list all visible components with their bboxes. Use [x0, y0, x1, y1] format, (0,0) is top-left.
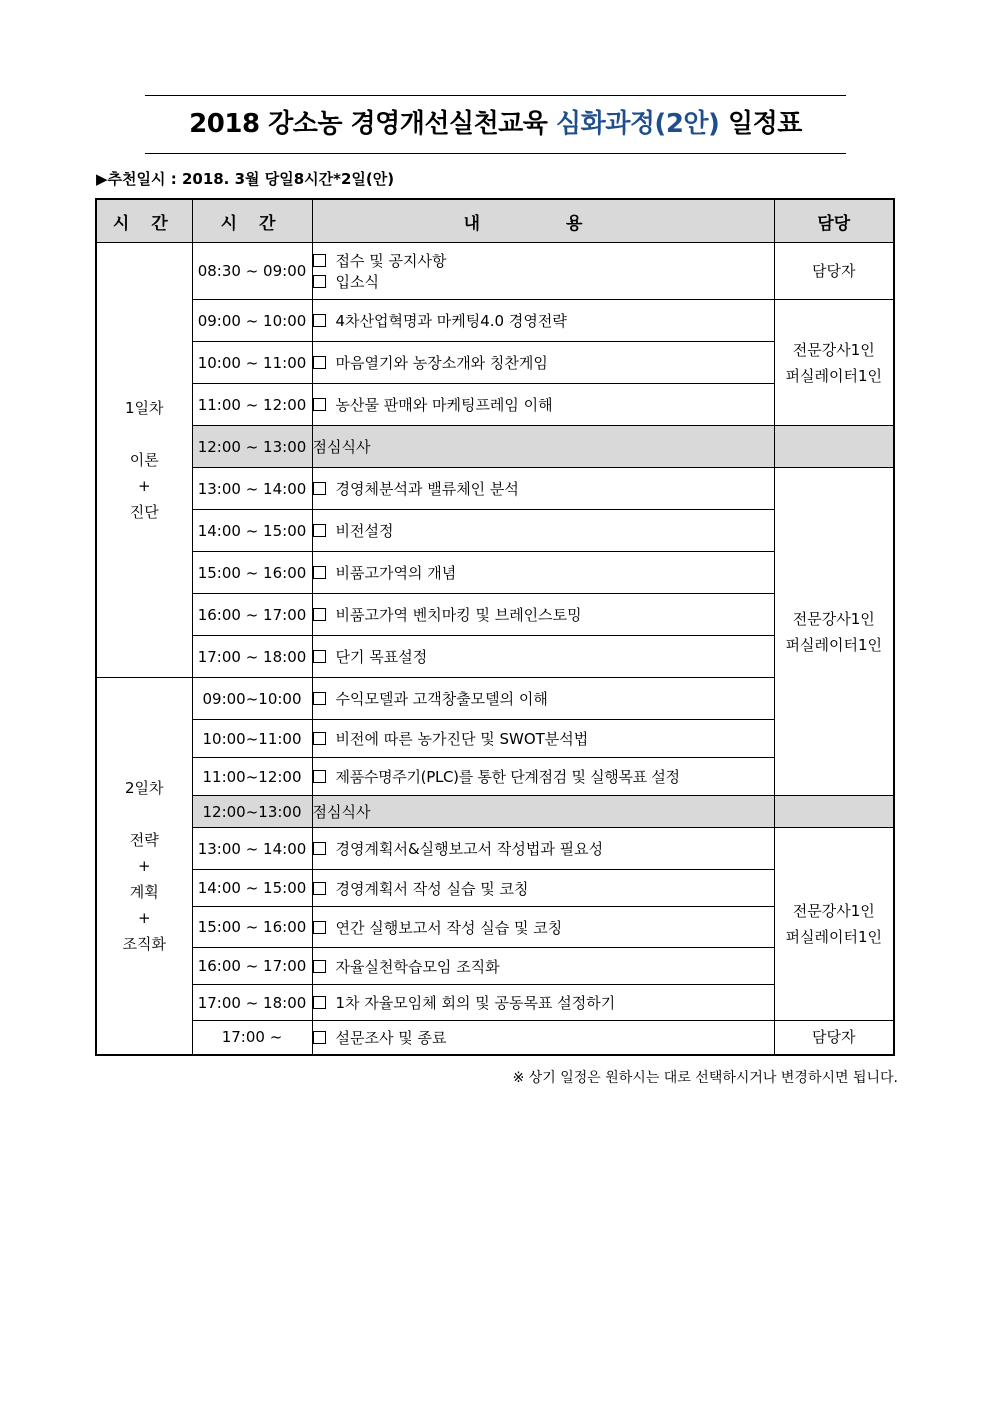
table-row [96, 300, 894, 342]
lunch-row [96, 796, 894, 828]
content-cell: 비전설정 [312, 510, 774, 552]
table-row [96, 243, 894, 300]
title-top-rule [145, 95, 846, 96]
header-row [96, 199, 894, 243]
content-cell: 자율실천학습모임 조직화 [312, 948, 774, 985]
content-cell: 비전에 따른 농가진단 및 SWOT분석법 [312, 720, 774, 758]
content-cell: 경영계획서&실행보고서 작성법과 필요성 [312, 828, 774, 870]
checkbox-icon [313, 650, 326, 663]
checkbox-icon [313, 398, 326, 411]
content-cell: 단기 목표설정 [312, 636, 774, 678]
checkbox-icon [313, 960, 326, 973]
checkbox-icon [313, 1031, 326, 1044]
title-main: 2018 강소농 경영개선실천교육 [189, 109, 556, 139]
lunch-row [96, 426, 894, 468]
content-cell: 점심식사 [312, 426, 774, 468]
checkbox-icon [313, 566, 326, 579]
content-cell: 경영체분석과 밸류체인 분석 [312, 468, 774, 510]
time-cell: 09:00~10:00 [192, 678, 312, 720]
checkbox-icon [313, 692, 326, 705]
time-cell: 13:00 ~ 14:00 [192, 828, 312, 870]
content-cell: 비품고가역의 개념 [312, 552, 774, 594]
title-bottom-rule [145, 153, 846, 154]
header-staff: 담당 [774, 199, 894, 243]
time-cell: 17:00 ~ [192, 1021, 312, 1055]
content-cell: 연간 실행보고서 작성 실습 및 코칭 [312, 907, 774, 948]
time-cell: 15:00 ~ 16:00 [192, 907, 312, 948]
time-cell: 11:00 ~ 12:00 [192, 384, 312, 426]
table-row [96, 468, 894, 510]
time-cell: 16:00 ~ 17:00 [192, 948, 312, 985]
header-content: 내 용 [312, 199, 774, 243]
time-cell: 08:30 ~ 09:00 [192, 243, 312, 300]
checkbox-icon [313, 254, 326, 267]
header-day: 시 간 [96, 199, 192, 243]
checkbox-icon [313, 314, 326, 327]
checkbox-icon [313, 275, 326, 288]
content-cell: 수익모델과 고객창출모델의 이해 [312, 678, 774, 720]
header-time: 시 간 [192, 199, 312, 243]
schedule-table [95, 198, 895, 1056]
checkbox-icon [313, 921, 326, 934]
content-cell: 점심식사 [312, 796, 774, 828]
day-1-label: 1일차 이론 + 진단 [96, 243, 192, 678]
checkbox-icon [313, 482, 326, 495]
time-cell: 12:00 ~ 13:00 [192, 426, 312, 468]
content-cell: 4차산업혁명과 마케팅4.0 경영전략 [312, 300, 774, 342]
checkbox-icon [313, 524, 326, 537]
time-cell: 13:00 ~ 14:00 [192, 468, 312, 510]
content-cell: 접수 및 공지사항 입소식 [312, 243, 774, 300]
time-cell: 10:00~11:00 [192, 720, 312, 758]
time-cell: 17:00 ~ 18:00 [192, 985, 312, 1021]
content-cell: 비품고가역 벤치마킹 및 브레인스토밍 [312, 594, 774, 636]
footnote: ※ 상기 일정은 원하시는 대로 선택하시거나 변경하시면 됩니다. [512, 1070, 898, 1086]
content-cell: 설문조사 및 종료 [312, 1021, 774, 1055]
title-accent: 심화과정(2안) [555, 109, 720, 139]
checkbox-icon [313, 770, 326, 783]
content-cell: 경영계획서 작성 실습 및 코칭 [312, 870, 774, 907]
time-cell: 16:00 ~ 17:00 [192, 594, 312, 636]
checkbox-icon [313, 842, 326, 855]
content-cell: 1차 자율모임체 회의 및 공동목표 설정하기 [312, 985, 774, 1021]
staff-cell: 담당자 [774, 243, 894, 300]
content-cell: 농산물 판매와 마케팅프레임 이해 [312, 384, 774, 426]
checkbox-icon [313, 608, 326, 621]
time-cell: 12:00~13:00 [192, 796, 312, 828]
time-cell: 14:00 ~ 15:00 [192, 510, 312, 552]
checkbox-icon [313, 996, 326, 1009]
time-cell: 17:00 ~ 18:00 [192, 636, 312, 678]
time-cell: 11:00~12:00 [192, 758, 312, 796]
checkbox-icon [313, 882, 326, 895]
checkbox-icon [313, 356, 326, 369]
time-cell: 10:00 ~ 11:00 [192, 342, 312, 384]
staff-cell: 전문강사1인 퍼실레이터1인 [774, 468, 894, 796]
title-tail: 일정표 [719, 109, 802, 139]
table-row [96, 828, 894, 870]
time-cell: 09:00 ~ 10:00 [192, 300, 312, 342]
staff-cell: 전문강사1인 퍼실레이터1인 [774, 300, 894, 426]
content-cell: 제품수명주기(PLC)를 통한 단계점검 및 실행목표 설정 [312, 758, 774, 796]
table-row [96, 1021, 894, 1055]
content-cell: 마음열기와 농장소개와 칭찬게임 [312, 342, 774, 384]
staff-cell [774, 426, 894, 468]
page-title [145, 103, 846, 147]
recommended-schedule: ▶추천일시 : 2018. 3월 당일8시간*2일(안) [96, 170, 395, 188]
checkbox-icon [313, 732, 326, 745]
staff-cell [774, 796, 894, 828]
day-2-label: 2일차 전략 + 계획 + 조직화 [96, 678, 192, 1055]
time-cell: 15:00 ~ 16:00 [192, 552, 312, 594]
staff-cell: 담당자 [774, 1021, 894, 1055]
time-cell: 14:00 ~ 15:00 [192, 870, 312, 907]
staff-cell: 전문강사1인 퍼실레이터1인 [774, 828, 894, 1021]
